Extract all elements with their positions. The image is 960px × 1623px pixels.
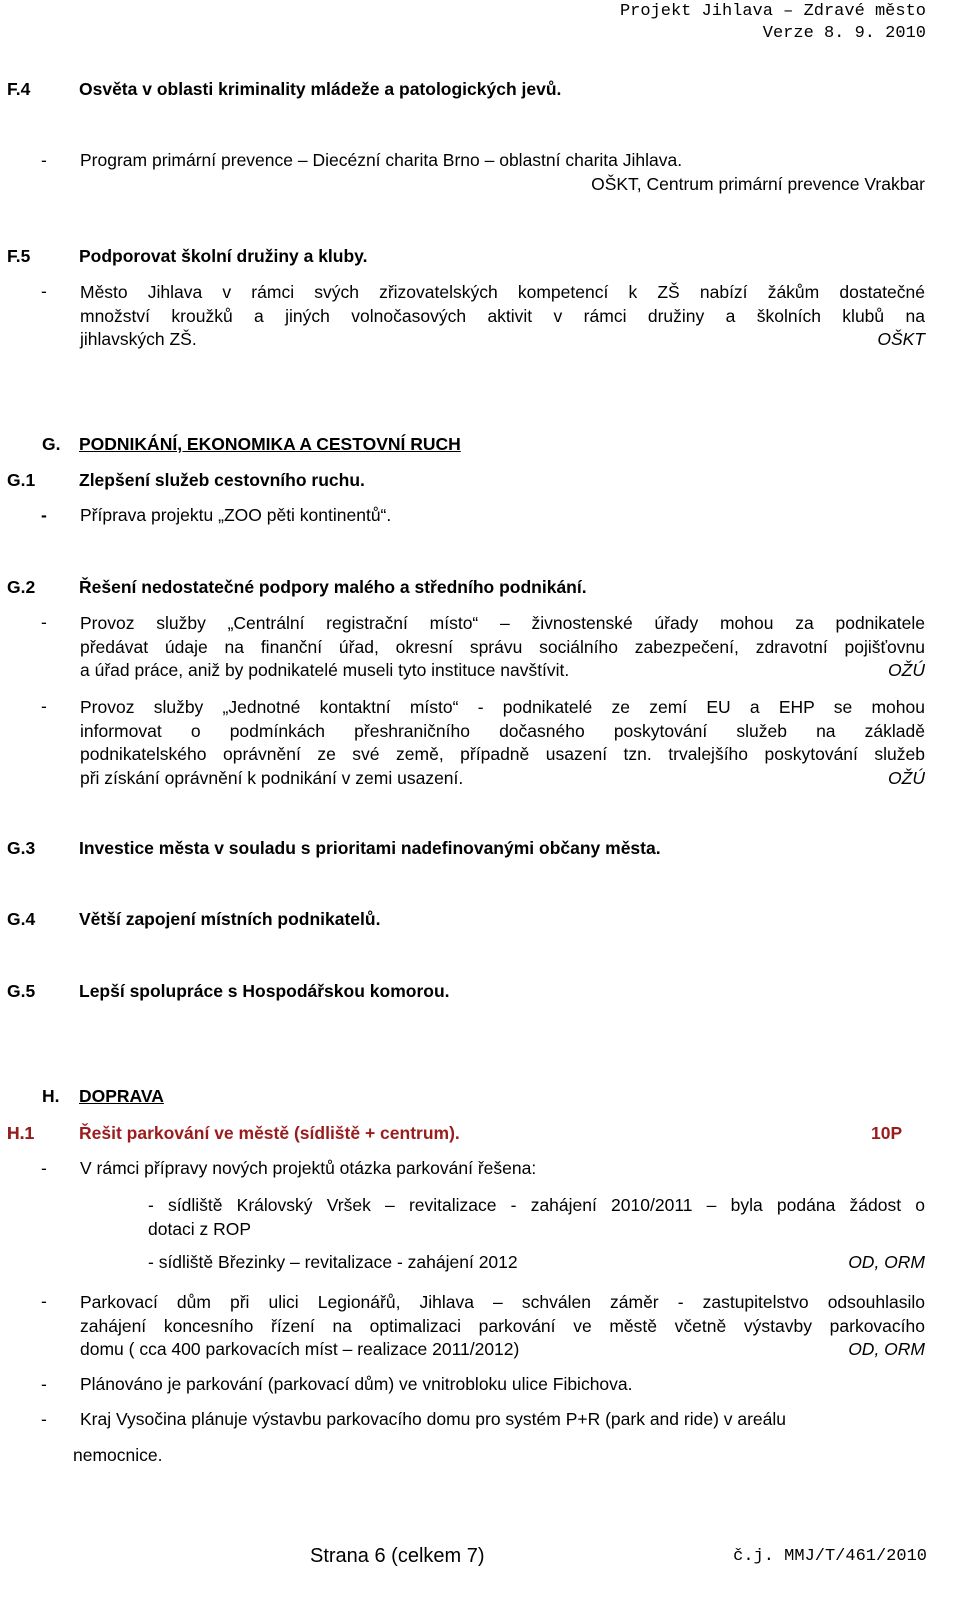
h1-item2-line1: Parkovací dům při ulici Legionářů, Jihlava – schválen záměr - zastupitelstvo odsouhlasilo bbox=[80, 1292, 925, 1312]
h1-item2-line3: domu ( cca 400 parkovacích míst – realizace 2011/2012) bbox=[80, 1339, 520, 1359]
h1-item4-dash: - bbox=[41, 1409, 47, 1429]
h1-item2-line2: zahájení koncesního řízení na optimalizaci parkování ve městě včetně výstavby parkovacího bbox=[80, 1315, 925, 1336]
section-h-heading: DOPRAVA bbox=[79, 1086, 164, 1106]
g2-number: G.2 bbox=[7, 577, 36, 597]
f5-item1-line3: jihlavských ZŠ. bbox=[80, 329, 197, 349]
f4-item1-text: Program primární prevence – Diecézní charita Brno – oblastní charita Jihlava. bbox=[80, 150, 683, 170]
f4-title: Osvěta v oblasti kriminality mládeže a patologických jevů. bbox=[79, 79, 562, 99]
section-h-letter: H. bbox=[42, 1086, 60, 1106]
f4-number: F.4 bbox=[7, 79, 31, 99]
h1-item3-text: Plánováno je parkování (parkovací dům) ve vnitrobloku ulice Fibichova. bbox=[80, 1374, 633, 1394]
h1-item2-responsible: OD, ORM bbox=[848, 1339, 925, 1359]
h1-number: H.1 bbox=[7, 1123, 35, 1143]
f5-item1-dash: - bbox=[41, 281, 47, 301]
g1-item-text: Příprava projektu „ZOO pěti kontinentů“. bbox=[80, 505, 392, 525]
f5-item1-line2: množství kroužků a jiných volnočasových aktivit v rámci družiny a školních klubů na bbox=[80, 305, 925, 326]
header-version: Verze 8. 9. 2010 bbox=[762, 24, 926, 43]
g2-b-line1: Provoz služby „Jednotné kontaktní místo“ - podnikatelé ze zemí EU a EHP se mohou bbox=[80, 697, 925, 717]
h1-sub1-line2: dotaci z ROP bbox=[148, 1218, 252, 1239]
footer-page-number: Strana 6 (celkem 7) bbox=[310, 1545, 485, 1567]
h1-item4-line1: Kraj Vysočina plánuje výstavbu parkovacího domu pro systém P+R (park and ride) v areálu bbox=[80, 1409, 787, 1429]
g1-number: G.1 bbox=[7, 470, 36, 490]
h1-title: Řešit parkování ve městě (sídliště + centrum). bbox=[79, 1123, 460, 1143]
g5-number: G.5 bbox=[7, 981, 36, 1001]
h1-sub2-responsible: OD, ORM bbox=[848, 1252, 925, 1272]
section-g-heading: PODNIKÁNÍ, EKONOMIKA A CESTOVNÍ RUCH bbox=[79, 434, 461, 454]
h1-item1-dash: - bbox=[41, 1158, 47, 1178]
g2-b-line2: informovat o podmínkách přeshraničního dočasného poskytování služeb na základě bbox=[80, 720, 925, 741]
g4-title: Větší zapojení místních podnikatelů. bbox=[79, 909, 381, 929]
f5-item1-line1: Město Jihlava v rámci svých zřizovatelských kompetencí k ZŠ nabízí žákům dostatečné bbox=[80, 282, 925, 302]
g2-a-paragraph bbox=[80, 612, 925, 683]
g2-title: Řešení nedostatečné podpory malého a středního podnikání. bbox=[79, 577, 587, 597]
h1-code: 10P bbox=[871, 1123, 903, 1143]
g2-a-line3: a úřad práce, aniž by podnikatelé museli tyto instituce navštívit. bbox=[80, 660, 570, 680]
g1-title: Zlepšení služeb cestovního ruchu. bbox=[79, 470, 365, 490]
f4-item1-dash: - bbox=[41, 150, 47, 170]
g2-b-dash: - bbox=[41, 696, 47, 716]
section-g-letter: G. bbox=[42, 434, 61, 454]
g2-a-responsible: OŽÚ bbox=[888, 660, 925, 680]
g2-a-line1: Provoz služby „Centrální registrační místo“ – živnostenské úřady mohou za podnikatele bbox=[80, 613, 925, 633]
g3-title: Investice města v souladu s prioritami nadefinovanými občany města. bbox=[79, 838, 661, 858]
g2-b-line4: při získání oprávnění k podnikání v zemi usazení. bbox=[80, 767, 464, 788]
f5-item1-line3-wrap bbox=[80, 328, 925, 352]
g1-item-dash: - bbox=[41, 505, 47, 525]
h1-item4-line2: nemocnice. bbox=[73, 1445, 163, 1465]
header-project: Projekt Jihlava – Zdravé město bbox=[619, 2, 926, 21]
g2-b-responsible: OŽÚ bbox=[888, 767, 925, 788]
g3-number: G.3 bbox=[7, 838, 36, 858]
h1-sub2-text: - sídliště Březinky – revitalizace - zahájení 2012 bbox=[148, 1252, 518, 1272]
f5-title: Podporovat školní družiny a kluby. bbox=[79, 246, 368, 266]
h1-sub1-paragraph bbox=[148, 1194, 925, 1241]
f5-number: F.5 bbox=[7, 246, 31, 266]
g2-b-line3: podnikatelského oprávnění ze své země, případně usazení tzn. trvalejšího poskytování služeb bbox=[80, 744, 925, 764]
f4-item1-responsible: OŠKT, Centrum primární prevence Vrakbar bbox=[591, 174, 925, 194]
g4-number: G.4 bbox=[7, 909, 36, 929]
g2-b-line4-wrap bbox=[80, 767, 925, 791]
h1-sub1-line1: - sídliště Královský Vršek – revitalizace - zahájení 2010/2011 – byla podána žádost o bbox=[148, 1195, 925, 1215]
h1-item2-dash: - bbox=[41, 1291, 47, 1311]
g2-a-dash: - bbox=[41, 612, 47, 632]
h1-item2-line3-wrap bbox=[80, 1338, 925, 1362]
h1-item2-paragraph bbox=[80, 1291, 925, 1362]
g2-a-line3-wrap bbox=[80, 659, 925, 683]
f5-item1-paragraph bbox=[80, 281, 925, 352]
g5-title: Lepší spolupráce s Hospodářskou komorou. bbox=[79, 981, 450, 1001]
f5-item1-responsible: OŠKT bbox=[877, 329, 925, 349]
h1-item1-text: V rámci přípravy nových projektů otázka parkování řešena: bbox=[80, 1158, 537, 1178]
footer-reference: č.j. MMJ/T/461/2010 bbox=[733, 1547, 927, 1566]
g2-a-line2: předávat údaje na finanční úřad, okresní správu sociálního zabezpečení, zdravotní pojišťovnu bbox=[80, 636, 925, 657]
g2-b-paragraph bbox=[80, 696, 925, 790]
h1-item3-dash: - bbox=[41, 1374, 47, 1394]
